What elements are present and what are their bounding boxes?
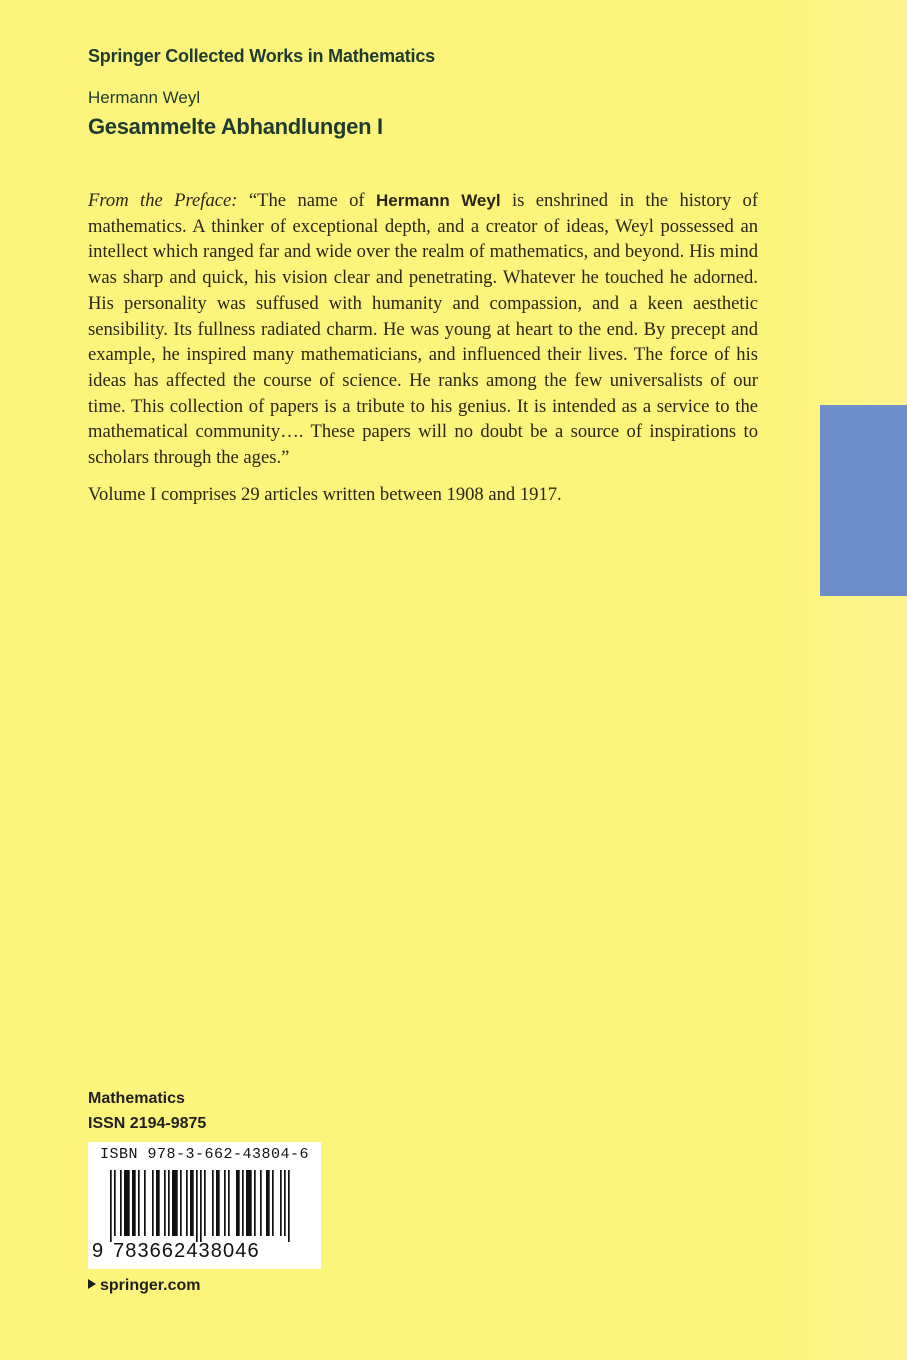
barcode-bar [216,1170,220,1236]
barcode-bar [246,1170,252,1236]
website-text: springer.com [100,1277,201,1294]
issn-label: ISSN 2194-9875 [88,1115,207,1132]
preface-lead: From the Preface: [88,190,238,211]
quote-open: “The name of [237,190,377,211]
barcode-bar [110,1170,112,1242]
barcode-bar [180,1170,182,1236]
barcode-bar [172,1170,178,1236]
series-title: Springer Collected Works in Mathematics [88,46,435,66]
barcode-bar [114,1170,116,1236]
barcode-bar [190,1170,194,1236]
barcode-bar [272,1170,274,1236]
barcode-bar [186,1170,188,1236]
barcode-bar [120,1170,122,1236]
barcode-bar [196,1170,198,1242]
barcode-bar [124,1170,130,1236]
barcode-bar [266,1170,270,1236]
ean-first-digit: 9 [92,1240,104,1262]
barcode-bar [132,1170,136,1236]
subject-label: Mathematics [88,1090,185,1107]
barcode-bar [204,1170,206,1236]
website-link[interactable] [88,1277,200,1295]
barcode-bar [152,1170,154,1236]
barcode-bar [144,1170,146,1236]
barcode-bar [224,1170,226,1236]
barcode-bar [280,1170,282,1236]
arrow-right-icon [88,1279,96,1289]
barcode-bar [236,1170,240,1236]
barcode-bar [156,1170,160,1236]
barcode-bar [260,1170,262,1236]
ean-digits: 783662438046 [113,1240,260,1262]
barcode-bar [242,1170,244,1236]
preface-quote [88,188,758,471]
barcode-bar [284,1170,286,1236]
barcode-bar [164,1170,166,1236]
book-title: Gesammelte Abhandlungen I [88,114,383,139]
barcode-bar [288,1170,290,1242]
side-color-tab [820,405,907,596]
barcode-bar [168,1170,170,1236]
barcode-bar [254,1170,256,1236]
barcode-bars [110,1170,302,1242]
volume-note: Volume I comprises 29 articles written between 1908 and 1917. [88,484,562,505]
barcode-bar [228,1170,230,1236]
barcode-bar [200,1170,202,1242]
barcode-bar [138,1170,140,1236]
highlighted-name: Hermann Weyl [376,191,501,210]
barcode-bar [212,1170,214,1236]
quote-body: is enshrined in the history of mathematics. A thinker of exceptional depth, and a creator of ideas, Weyl possessed an intellect which ranged far and wide over the realm of mathematics, and beyond. His mind was sharp and quick, his vision clear and penetrating. Whatever he touched he adorned. His personality was suffused with humanity and compassion, and a keen aesthetic sensibility. Its fullness radiated charm. He was young at heart to the end. By precept and example, he inspired many mathematicians, and influenced their lives. The force of his ideas has affected the course of science. He ranks among the few universalists of our time. This collection of papers is a tribute to his genius. It is intended as a service to the mathematical community…. These papers will no doubt be a source of inspirations to scholars through the ages.” [88,190,759,469]
author-name: Hermann Weyl [88,88,201,107]
isbn-label: ISBN 978-3-662-43804-6 [100,1146,310,1163]
barcode [88,1142,321,1269]
